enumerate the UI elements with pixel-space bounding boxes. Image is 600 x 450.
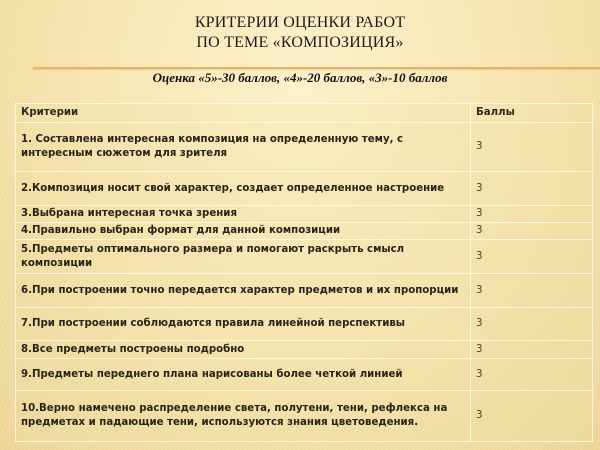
table-row [16,223,593,240]
table-row [16,391,593,442]
header-points: Баллы [471,104,593,123]
points-cell: 3 [471,172,593,206]
criterion-cell: 4.Правильно выбран формат для данной композиции [16,223,471,240]
points-cell: 3 [471,206,593,223]
points-cell: 3 [471,391,593,442]
table-row [16,308,593,341]
table-row [16,123,593,172]
table-row [16,359,593,391]
criterion-cell: 10.Верно намечено распределение света, полутени, тени, рефлекса на предметах и падающие тени, используются знания цветоведения. [16,391,471,442]
points-cell: 3 [471,123,593,172]
criterion-cell: 7.При построении соблюдаются правила линейной перспективы [16,308,471,341]
header-criteria: Критерии [16,104,471,123]
criterion-cell: 3.Выбрана интересная точка зрения [16,206,471,223]
criterion-cell: 9.Предметы переднего плана нарисованы более четкой линией [16,359,471,391]
table-header-row [16,104,593,123]
criterion-cell: 6.При построении точно передается характер предметов и их пропорции [16,274,471,308]
points-cell: 3 [471,359,593,391]
table-row [16,172,593,206]
points-cell: 3 [471,223,593,240]
criterion-cell: 5.Предметы оптимального размера и помогают раскрыть смысл композиции [16,240,471,274]
title-line-2: ПО ТЕМЕ «КОМПОЗИЦИЯ» [196,34,404,51]
title-line-1: КРИТЕРИИ ОЦЕНКИ РАБОТ [194,14,406,31]
table-row [16,341,593,359]
title-divider [33,67,600,69]
criterion-cell: 2.Композиция носит свой характер, создает определенное настроение [16,172,471,206]
grading-scale: Оценка «5»-30 баллов, «4»-20 баллов, «3»-10 баллов [152,70,448,85]
table-row [16,206,593,223]
table-row [16,274,593,308]
criterion-cell: 1. Составлена интересная композиция на определенную тему, с интересным сюжетом для зрителя [16,123,471,172]
page-title [0,13,600,53]
points-cell: 3 [471,240,593,274]
criteria-table [15,103,593,442]
points-cell: 3 [471,274,593,308]
table-row [16,240,593,274]
points-cell: 3 [471,341,593,359]
points-cell: 3 [471,308,593,341]
criterion-cell: 8.Все предметы построены подробно [16,341,471,359]
